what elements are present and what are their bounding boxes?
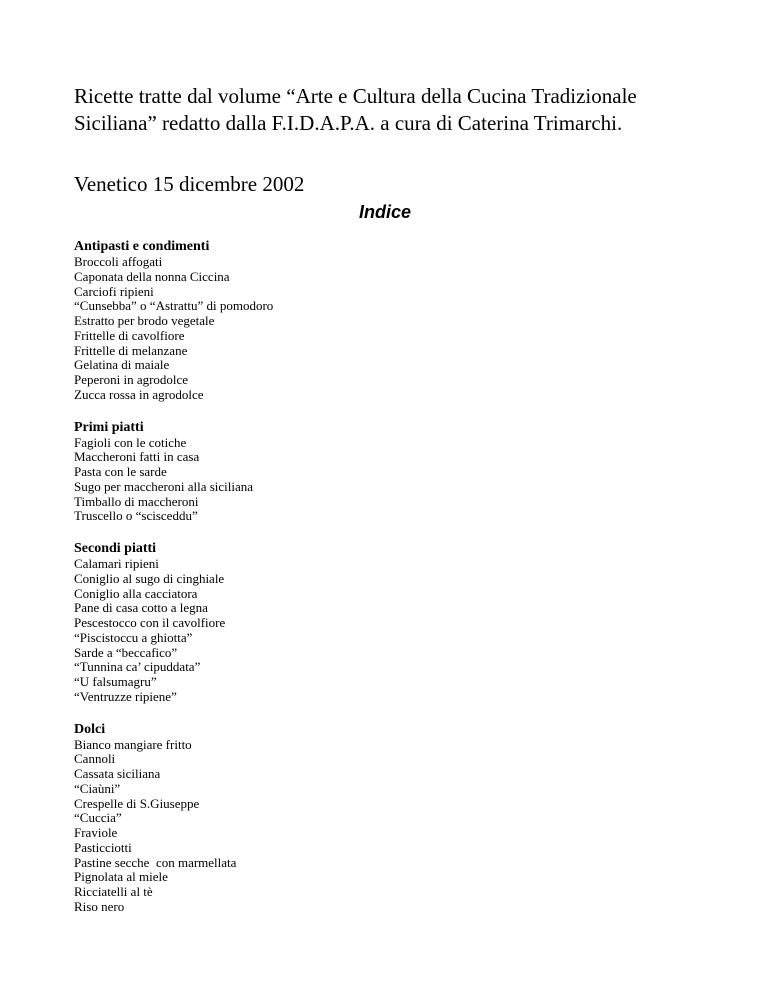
section-heading: Primi piatti (74, 419, 144, 435)
recipe-item: “Ventruzze ripiene” (74, 688, 177, 704)
recipe-item: Cannoli (74, 751, 116, 767)
recipe-item: Pasticciotti (74, 839, 132, 855)
recipe-item: Ricciatelli al tè (74, 884, 153, 899)
recipe-item: Carciofi ripieni (74, 283, 154, 299)
recipe-item: Cassata siciliana (74, 766, 161, 781)
section-antipasti-condimenti (74, 239, 714, 403)
recipe-item: Sugo per maccheroni alla siciliana (74, 478, 254, 494)
recipe-item: Calamari ripieni (74, 556, 159, 571)
index-heading (0, 200, 768, 224)
index-heading-text: Indice (358, 202, 411, 222)
recipe-item: Pastine secche con marmellata (74, 854, 237, 870)
recipe-list (74, 557, 714, 705)
recipe-item: Frittelle di cavolfiore (74, 327, 185, 343)
recipe-item: Sarde a “beccafico” (74, 644, 178, 660)
recipe-item: “Cuccia” (74, 810, 122, 826)
recipe-item: Estratto per brodo vegetale (74, 313, 215, 328)
recipe-item: “Cunsebba” o “Astrattu” di pomodoro (74, 298, 274, 314)
recipe-item: Gelatina di maiale (74, 357, 170, 373)
recipe-item: Timballo di maccheroni (74, 493, 199, 509)
recipe-item: “Tunnina ca’ cipuddata” (74, 659, 201, 675)
recipe-item: Zucca rossa in agrodolce (74, 386, 204, 402)
recipe-item: Maccheroni fatti in casa (74, 449, 200, 465)
recipe-list (74, 436, 714, 525)
recipe-item: Coniglio alla cacciatora (74, 585, 198, 601)
recipe-list (74, 738, 714, 915)
place-date: Venetico 15 dicembre 2002 (74, 172, 305, 196)
recipe-item: Caponata della nonna Ciccina (74, 268, 230, 284)
recipe-item: Bianco mangiare fritto (74, 736, 192, 752)
section-dolci (74, 722, 714, 915)
recipe-item: Fagioli con le cotiche (74, 434, 187, 450)
recipe-item: Frittelle di melanzane (74, 342, 188, 358)
recipe-item: “Ciaùni” (74, 780, 121, 796)
recipe-item: “U falsumagru” (74, 674, 157, 689)
recipe-item: Pasta con le sarde (74, 464, 167, 479)
recipe-item: Peperoni in agrodolce (74, 372, 189, 387)
section-heading: Antipasti e condimenti (74, 239, 210, 254)
document-title: Ricette tratte dal volume “Arte e Cultura della Cucina Tradizionale Siciliana” redatto dalla F.I.D.A.P.A. a cura di Caterina Trimarchi. (74, 84, 637, 135)
recipe-item: Pignolata al miele (74, 869, 168, 885)
recipe-item: Fraviole (74, 825, 118, 840)
recipe-item: Broccoli affogati (74, 254, 163, 269)
recipe-item: Pescestocco con il cavolfiore (74, 615, 226, 630)
recipe-item: “Piscistoccu a ghiotta” (74, 629, 193, 645)
index-sections (74, 239, 714, 932)
section-heading: Secondi piatti (74, 541, 157, 556)
recipe-item: Riso nero (74, 898, 125, 914)
recipe-item: Pane di casa cotto a legna (74, 600, 208, 616)
recipe-list (74, 255, 714, 403)
recipe-item: Crespelle di S.Giuseppe (74, 795, 200, 811)
section-primi-piatti (74, 420, 714, 525)
recipe-item: Truscello o “scisceddu” (74, 508, 198, 524)
recipe-item: Coniglio al sugo di cinghiale (74, 570, 225, 586)
section-heading: Dolci (74, 721, 106, 737)
section-secondi-piatti (74, 541, 714, 705)
